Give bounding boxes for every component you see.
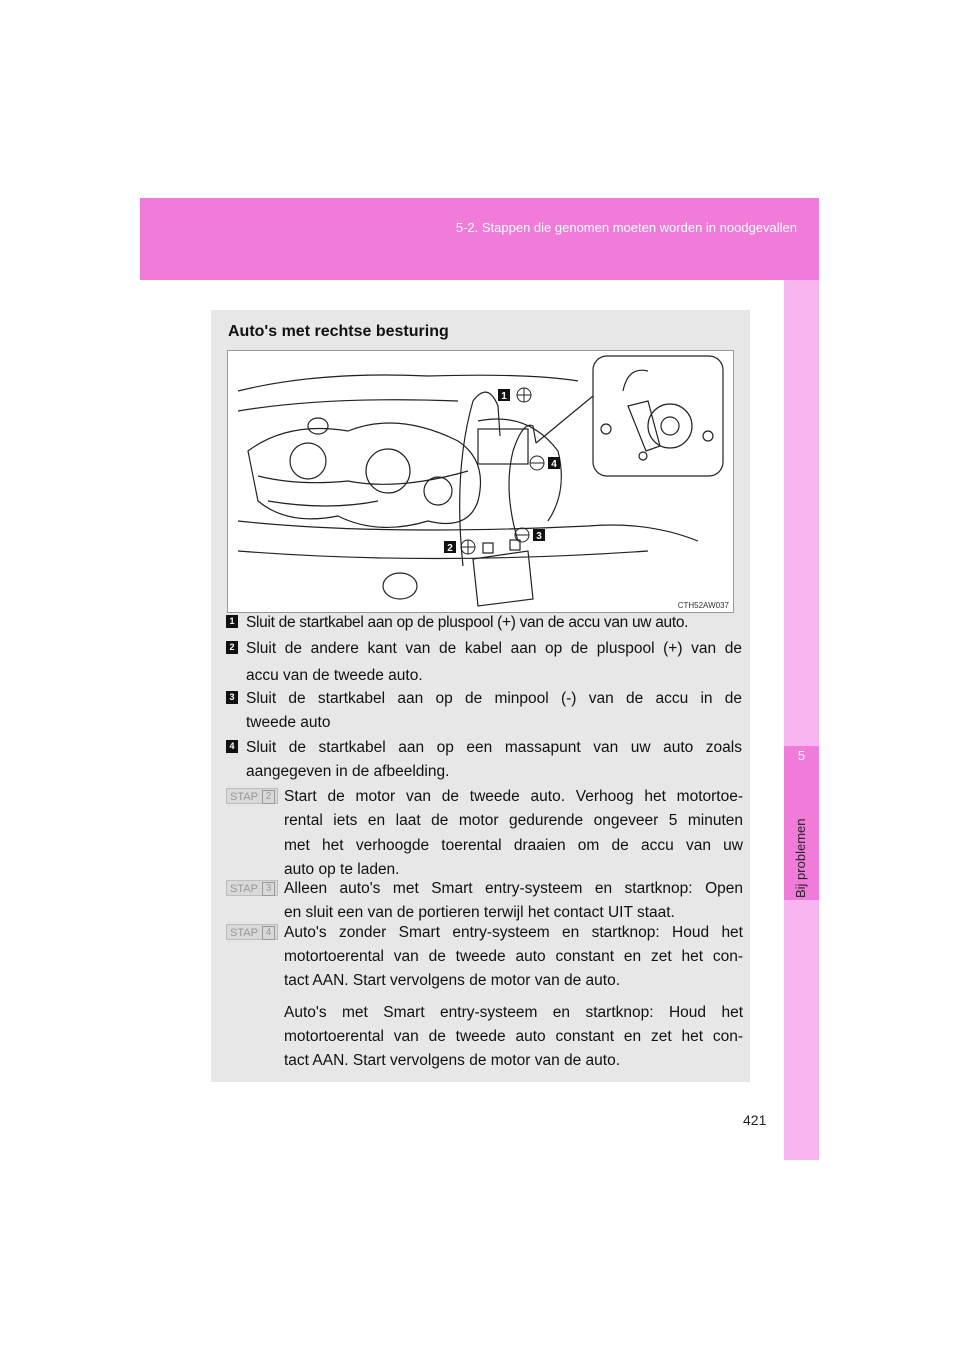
page-number: 421 [743,1112,767,1128]
svg-text:1: 1 [501,391,507,402]
stap-text-line: Auto's met Smart entry-systeem en startknop: Houd het [284,1004,743,1021]
chapter-title: Bij problemen [793,818,808,898]
stap-text-line: motortoerental van de tweede auto constant en zet het con- [284,1028,743,1045]
stap-text-line: tact AAN. Start vervolgens de motor van de auto. [284,1052,621,1069]
stap-text-line: Start de motor van de tweede auto. Verhoog het motortoe- [284,788,743,805]
callout-4 [530,456,560,470]
stap-badge: STAP 3 [226,880,278,896]
step-number-badge: 1 [226,615,238,628]
stap-text-line: en sluit een van de portieren terwijl het contact UIT staat. [284,904,675,921]
callout-1 [498,388,531,402]
step-number-badge: 3 [226,691,238,704]
section-header: 5-2. Stappen die genomen moeten worden in noodgevallen [455,220,797,235]
stap-badge: STAP 4 [226,924,278,940]
stap-text-line: auto op te laden. [284,861,400,878]
callout-2 [444,540,475,554]
svg-text:4: 4 [551,459,557,470]
section-title: Auto's met rechtse besturing [228,323,449,340]
step-text-line: accu van de tweede auto. [246,667,423,684]
step-text-line: aangegeven in de afbeelding. [246,763,450,780]
stap-text-line: Auto's zonder Smart entry-systeem en startknop: Houd het [284,924,743,941]
chapter-number: 5 [797,748,806,763]
engine-bay-illustration [228,351,733,612]
stap-badge: STAP 2 [226,788,278,804]
header-band [140,198,819,280]
step-text-line: Sluit de startkabel aan op de minpool (-) van de accu in de [246,690,742,707]
step-text-line: Sluit de startkabel aan op een massapunt van uw auto zoals [246,739,742,756]
step-number-badge: 2 [226,641,238,654]
svg-text:3: 3 [536,531,542,542]
step-text-line: tweede auto [246,714,331,731]
side-tab [784,280,819,1160]
stap-text-line: rental iets en laat de motor gedurende ongeveer 5 minuten [284,812,743,829]
step-text-line: Sluit de startkabel aan op de pluspool (+) van de accu van uw auto. [246,614,689,631]
chapter-title-wrap [784,818,808,898]
stap-text-line: motortoerental van de tweede auto constant en zet het con- [284,948,743,965]
step-number-badge: 4 [226,740,238,753]
engine-bay-figure [227,350,734,613]
svg-text:2: 2 [447,543,453,554]
stap-text-line: met het verhoogde toerental draaien om de accu van uw [284,837,743,854]
step-text-line: Sluit de andere kant van de kabel aan op de pluspool (+) van de [246,640,742,657]
figure-code: CTH52AW037 [677,601,729,610]
stap-text-line: tact AAN. Start vervolgens de motor van de auto. [284,972,621,989]
stap-text-line: Alleen auto's met Smart entry-systeem en startknop: Open [284,880,743,897]
